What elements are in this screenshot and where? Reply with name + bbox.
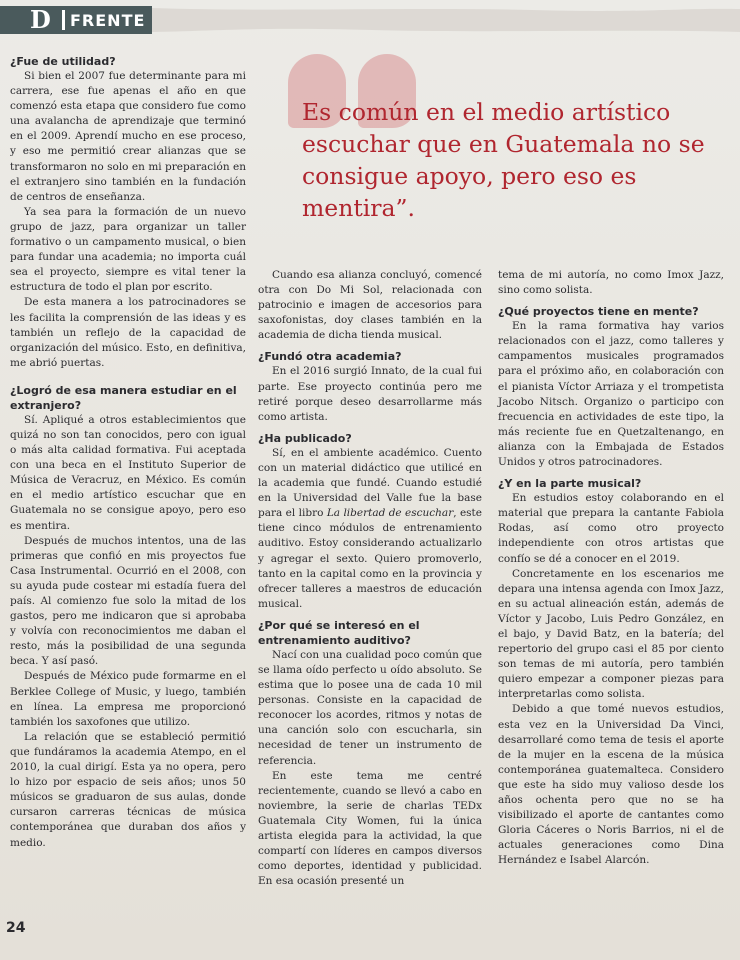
question-heading: ¿Logró de esa manera estudiar en el extranjero? (10, 383, 237, 412)
pull-quote: Es común en el medio artístico escuchar que en Guatemala no se consigue apoyo, pero eso es mentira”. (302, 98, 705, 222)
magazine-logo: D (30, 5, 51, 34)
question-heading: ¿Fue de utilidad? (10, 55, 116, 68)
paragraph: En este tema me centré recientemente, cuando se llevó a cabo en noviembre, la serie de charlas TEDx Guatemala City Women, fui la única artista elegida para la actividad, la que compartí con líderes en campos diversos como deportes, identidad y publicidad. En esa ocasión presenté un (258, 769, 482, 888)
paragraph: Ya sea para la formación de un nuevo grupo de jazz, para organizar un taller formativo o un campamento musical, o bien para fundar una academia; no importa cuál sea el proyecto, siempre es vital tener la estructura de todo el plan por escrito. (10, 205, 246, 294)
paragraph: Después de México pude formarme en el Berklee College of Music, y luego, también en línea. La empresa me proporcionó también los saxofones que utilizo. (10, 670, 246, 728)
paragraph: La relación que se estableció permitió que fundáramos la academia Atempo, en el 2010, la cual dirigí. Esta ya no opera, pero lo hizo por espacio de seis años; unos 50 músicos se graduaron de sus aulas, donde cursaron carreras técnicas de música contemporánea que duraban dos años y medio. (10, 730, 246, 849)
paragraph: Sí. Apliqué a otros establecimientos que quizá no son tan conocidos, pero con igual o más alta calidad formativa. Fui aceptada con una beca en el Instituto Superior de Música de Veracruz, en México. Es común en el medio artístico escuchar que en Guatemala no se consigue apoyo, pero eso es mentira. (10, 413, 246, 532)
paragraph-text: , este tiene cinco módulos de entrenamiento auditivo. Estoy considerando actualizarlo y agregar el sexto. Quiero promoverlo, tanto en la capital como en la provincia y ofrecer talleres a maestros de educación musical. (258, 507, 482, 610)
paragraph: En estudios estoy colaborando en el material que prepara la cantante Fabiola Rodas, así como otro proyecto independiente con otros artistas que confío se dé a conocer en el 2019. (498, 492, 724, 565)
question-heading: ¿Qué proyectos tiene en mente? (498, 305, 699, 319)
question-heading: ¿Fundó otra academia? (258, 350, 402, 364)
column-3 (498, 268, 724, 868)
page-number: 24 (6, 920, 26, 936)
header-wave-decoration (152, 6, 740, 34)
question-heading: ¿Ha publicado? (258, 431, 352, 445)
header-divider (62, 10, 65, 30)
paragraph: Cuando esa alianza concluyó, comencé otra con Do Mi Sol, relacionada con patrocinio e imagen de accesorios para saxofonistas, doy clases también en la academia de dicha tienda musical. (258, 269, 482, 342)
question-heading: ¿Y en la parte musical? (498, 477, 642, 491)
paragraph: Debido a que tomé nuevos estudios, esta vez en la Universidad Da Vinci, desarrollaré como tema de tesis el aporte de la mujer en la escena de la música contemporánea guatemalteca. Considero que este ha sido muy valioso desde los años ochenta pero que no se ha visibilizado el aporte de cantantes como Gloria Cáceres o Noris Barrios, ni el de actuales generaciones como Dina Hernández e Isabel Alarcón. (498, 703, 724, 867)
paragraph-text: Sí, en el ambiente académico. Cuento con un material didáctico que utilicé en la academia que fundé. Cuando estudié en la Universidad del Valle fue la base para el libro (258, 446, 482, 520)
paragraph: Concretamente en los escenarios me depara una intensa agenda con Imox Jazz, en su actual alineación están, además de Víctor y Jacobo, Luis Pedro González, en el bajo, y David Batz, en la batería; del repertorio del grupo casi el 85 por ciento son temas de mi autoría, pero también quiero empezar a componer piezas para interpretarlas como solista. (498, 567, 724, 701)
section-header (0, 6, 152, 34)
book-title: La libertad de escuchar (326, 507, 454, 520)
paragraph (258, 446, 482, 612)
paragraph: Nací con una cualidad poco común que se llama oído perfecto u oído absoluto. Se estima que lo posee una de cada 10 mil personas. Consiste en la capacidad de reconocer los acordes, ritmos y notas de una canción solo con escucharla, sin necesidad de tener un instrumento de referencia. (258, 648, 482, 767)
section-title: FRENTE (70, 11, 146, 30)
paragraph: De esta manera a los patrocinadores se les facilita la comprensión de las ideas y es también un reflejo de la capacidad de organización del músico. Esto, en definitiva, me abrió puertas. (10, 296, 246, 369)
paragraph: Después de muchos intentos, una de las primeras que confió en mis proyectos fue Casa Instrumental. Ocurrió en el 2008, con su ayuda pude costear mi estadía fuera del país. Al comienzo fue solo la mitad de los gastos, pero me indicaron que si aprobaba y volvía con reconocimientos me daban el resto, más la posibilidad de una segunda beca. Y así pasó. (10, 534, 246, 668)
paragraph: Si bien el 2007 fue determinante para mi carrera, ese fue apenas el año en que comenzó esta etapa que considero fue como una avalancha de aprendizaje que terminó en el 2009. Aprendí mucho en ese proceso, y eso me permitió crear alianzas que se transformaron no solo en mi preparación en el extranjero sino también en la fundación de centros de enseñanza. (10, 70, 246, 203)
paragraph: tema de mi autoría, no como Imox Jazz, sino como solista. (498, 269, 724, 297)
column-2 (258, 268, 482, 889)
column-1 (10, 54, 246, 851)
paragraph: En la rama formativa hay varios relacionados con el jazz, como talleres y campamentos musicales programados para el próximo año, en colaboración con el pianista Víctor Arriaza y el trompetista Jacobo Nitsch. Organizo o participo con frecuencia en actividades de este tipo, la más reciente fue en Quetzaltenango, en alianza con la Embajada de Estados Unidos y otros patrocinadores. (498, 320, 724, 469)
paragraph: En el 2016 surgió Innato, de la cual fui parte. Ese proyecto continúa pero me retiré porque deseo desarrollarme más como artista. (258, 365, 482, 423)
question-heading: ¿Por qué se interesó en el entrenamiento auditivo? (258, 618, 420, 647)
